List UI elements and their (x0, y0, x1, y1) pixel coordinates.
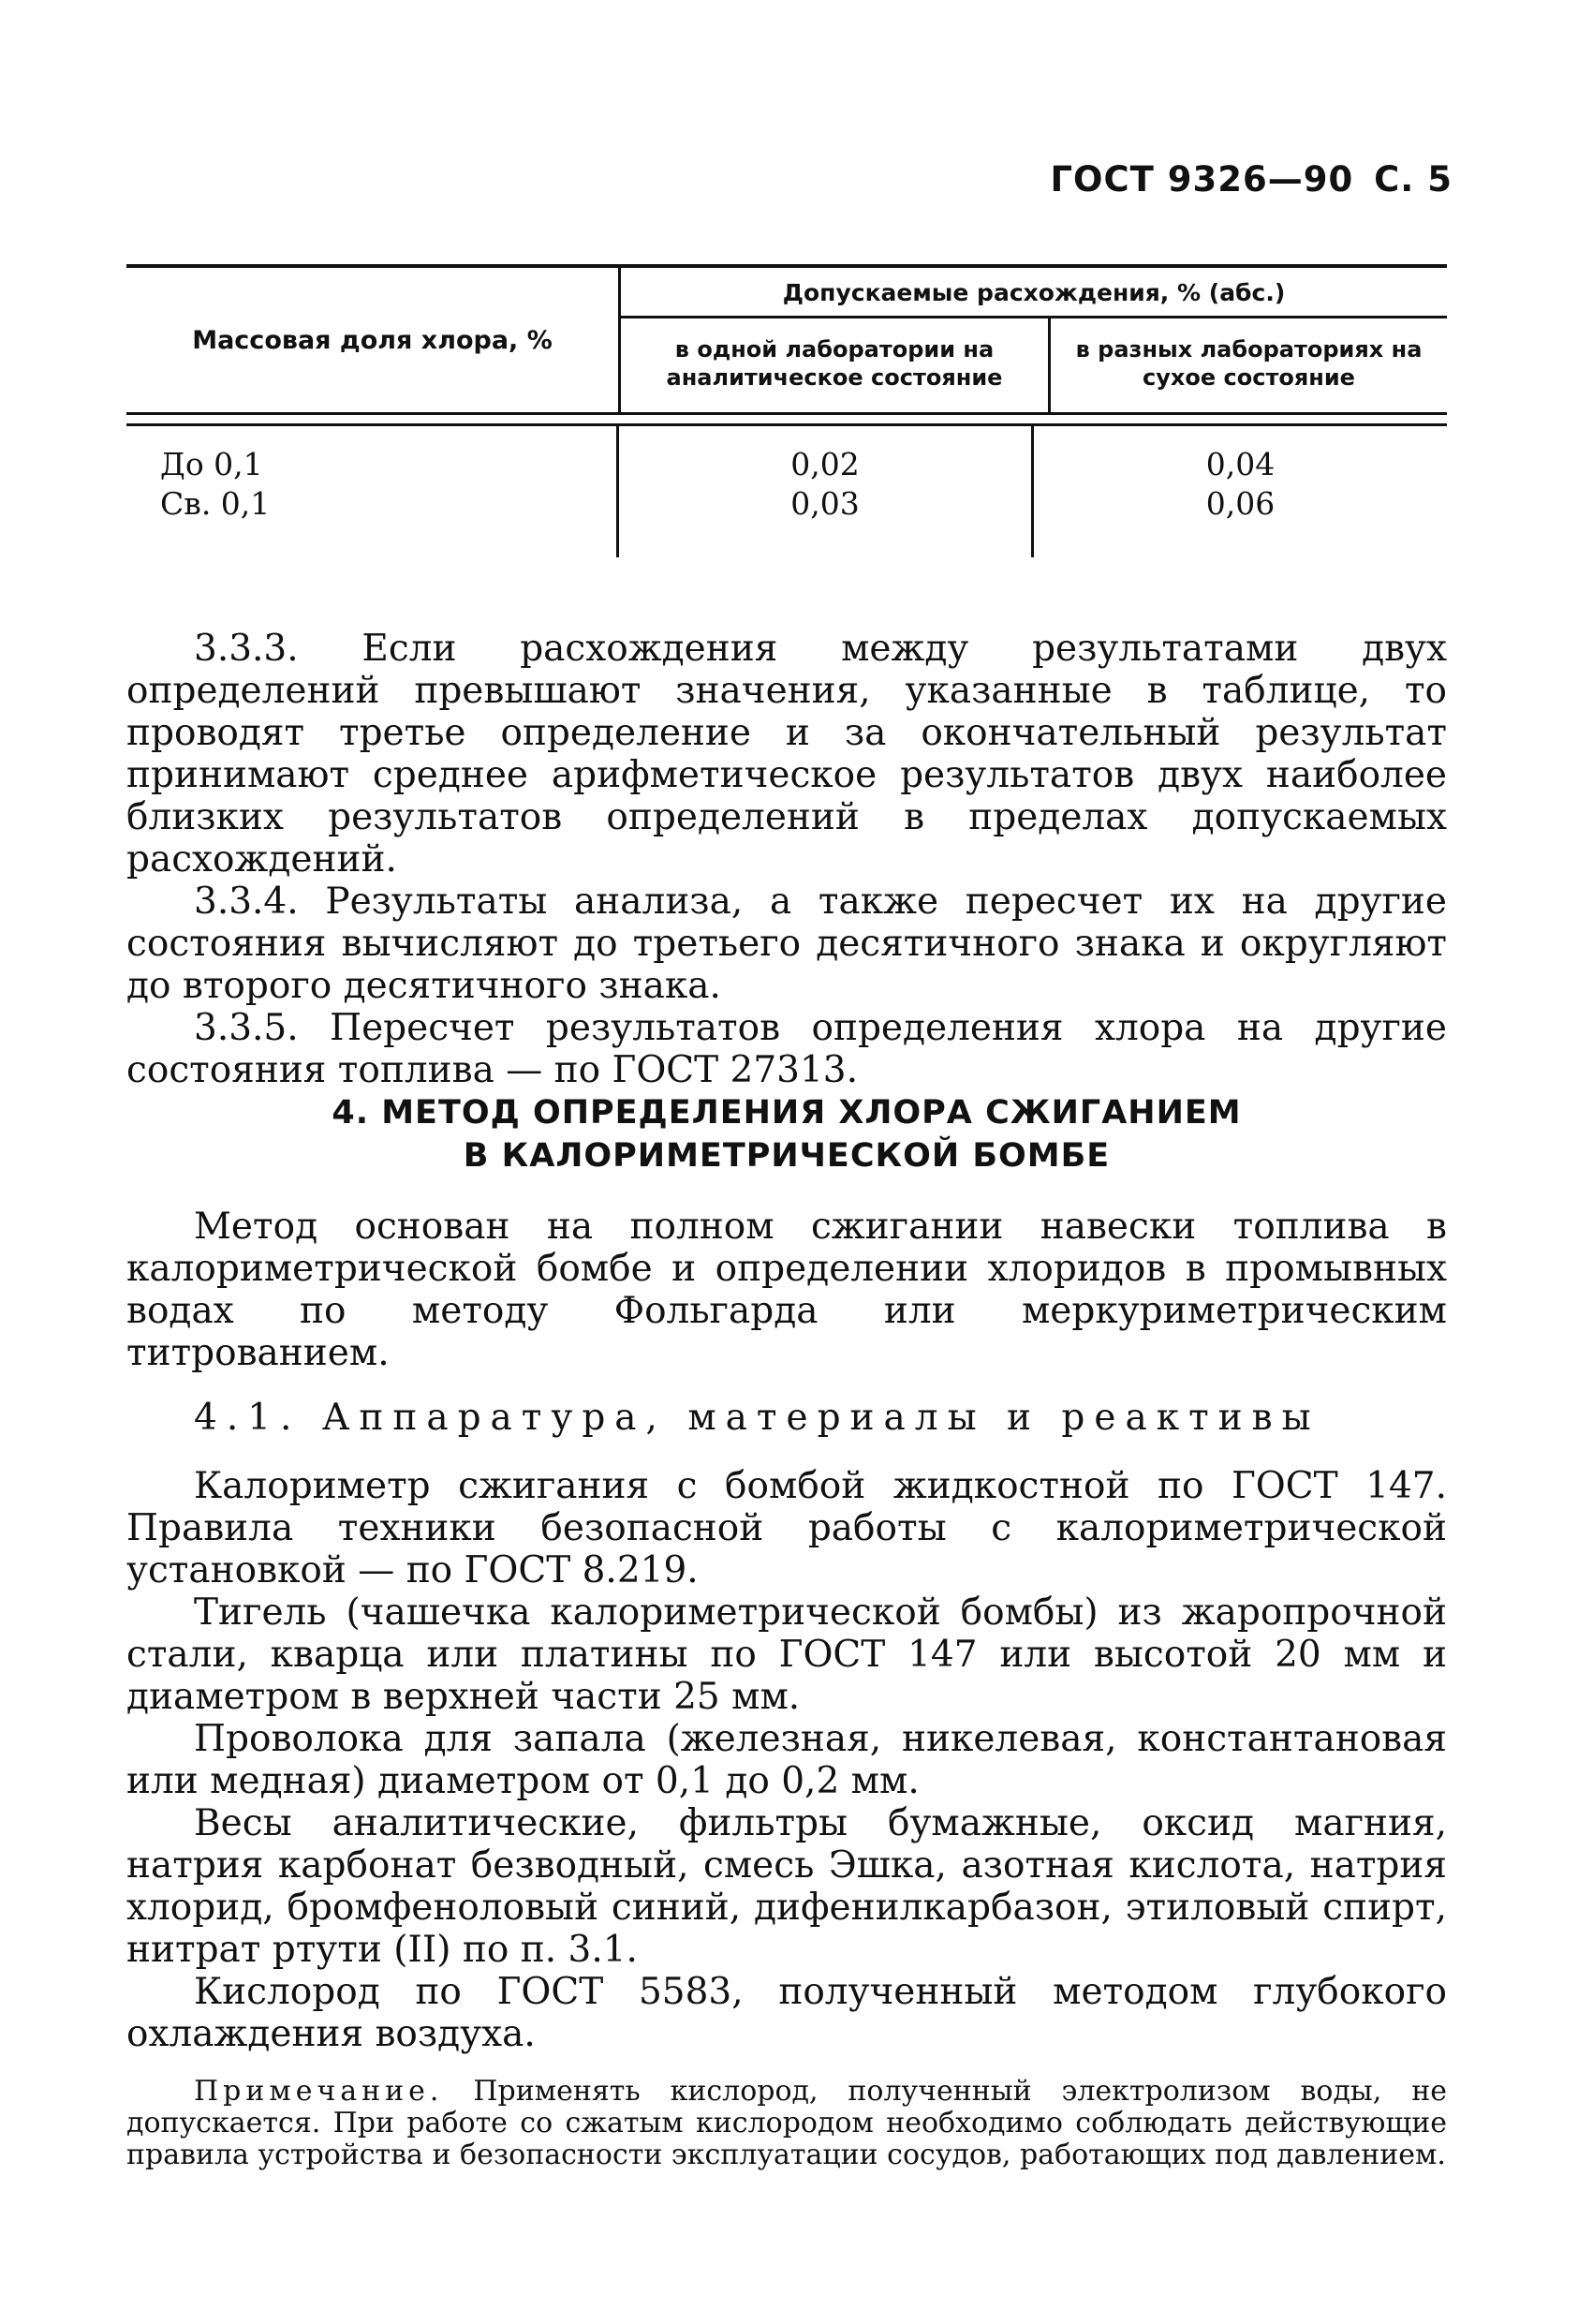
note-text: Применять кислород, полученный электролизом воды, не допускается. При работе со сжатым кислородом необходимо соблюдать действующие правила устройства и безопасности эксплуатации сосудов, работающих под давлением. (126, 2075, 1447, 2171)
same-lab-value: 0,02 (790, 446, 860, 482)
col-header-fraction: Массовая доля хлора, % (192, 325, 553, 355)
section-intro: Метод основан на полном сжигании навески топлива в калориметрической бомбе и определении хлоридов в промывных водах по методу Фольгарда или меркуриметрическим титрованием. (126, 1206, 1447, 1374)
diff-labs-cell (1033, 426, 1448, 557)
section-title-line2: В КАЛОРИМЕТРИЧЕСКОЙ БОМБЕ (463, 1137, 1111, 1175)
col-header-diff-labs: в разных лабораториях на сухое состояние (1050, 318, 1448, 413)
fraction-cell (126, 426, 618, 557)
list-item: Калориметр сжигания с бомбой жидкостной по ГОСТ 147. Правила техники безопасной работы с калориметрической установкой — по ГОСТ 8.219. (126, 1465, 1447, 1591)
list-item: Весы аналитические, фильтры бумажные, оксид магния, натрия карбонат безводный, смесь Эшка, азотная кислота, натрия хлорид, бромфеноловый синий, дифенилкарбазон, этиловый спирт, нитрат ртути (II) по п. 3.1. (126, 1802, 1447, 1971)
list-item: Кислород по ГОСТ 5583, полученный методом глубокого охлаждения воздуха. (126, 1971, 1447, 2055)
same-lab-cell (618, 426, 1033, 557)
table-row (126, 426, 1447, 557)
fraction-value: До 0,1 (160, 446, 263, 482)
col-header-same-lab: в одной лаборатории на аналитическое состояние (620, 318, 1050, 413)
list-item: Проволока для запала (железная, никелевая, константановая или медная) диаметром от 0,1 до 0,2 мм. (126, 1718, 1447, 1802)
fraction-value: Св. 0,1 (160, 485, 271, 522)
paragraph-3-3-3: 3.3.3. Если расхождения между результатами двух определений превышают значения, указанные в таблице, то проводят третье определение и за окончательный результат принимают среднее арифметическое результатов двух наиболее близких результатов определений в пределах допускаемых расхождений. (126, 628, 1447, 881)
paragraph-3-3-4: 3.3.4. Результаты анализа, а также пересчет их на другие состояния вычисляют до третьего десятичного знака и округляют до второго десятичного знака. (126, 881, 1447, 1007)
note-label: Примечание. (194, 2075, 444, 2108)
diff-labs-value: 0,04 (1205, 446, 1276, 482)
table-body (126, 426, 1447, 557)
list-item: Тигель (чашечка калориметрической бомбы) из жаропрочной стали, кварца или платины по ГОСТ 147 или высотой 20 мм и диаметром в верхней части 25 мм. (126, 1591, 1447, 1718)
section-4 (126, 1091, 1447, 2171)
table-header (126, 268, 1447, 412)
diff-labs-value: 0,06 (1205, 485, 1276, 522)
subsection-4-1-title: 4.1. Аппаратура, материалы и реактивы (194, 1397, 1320, 1439)
main-text (126, 628, 1447, 1091)
standard-number: ГОСТ 9326—90 (1050, 159, 1354, 200)
section-title: 4. МЕТОД ОПРЕДЕЛЕНИЯ ХЛОРА СЖИГАНИЕМ (332, 1094, 1242, 1132)
same-lab-value: 0,03 (790, 485, 860, 522)
tolerance-table (126, 264, 1447, 557)
page-number: С. 5 (1374, 159, 1453, 200)
table-header-rule (126, 412, 1447, 426)
page-header (1042, 159, 1453, 200)
col-group-header: Допускаемые расхождения, % (абс.) (620, 268, 1448, 318)
note (126, 2076, 1447, 2171)
paragraph-3-3-5: 3.3.5. Пересчет результатов определения хлора на другие состояния топлива — по ГОСТ 27313. (126, 1007, 1447, 1091)
